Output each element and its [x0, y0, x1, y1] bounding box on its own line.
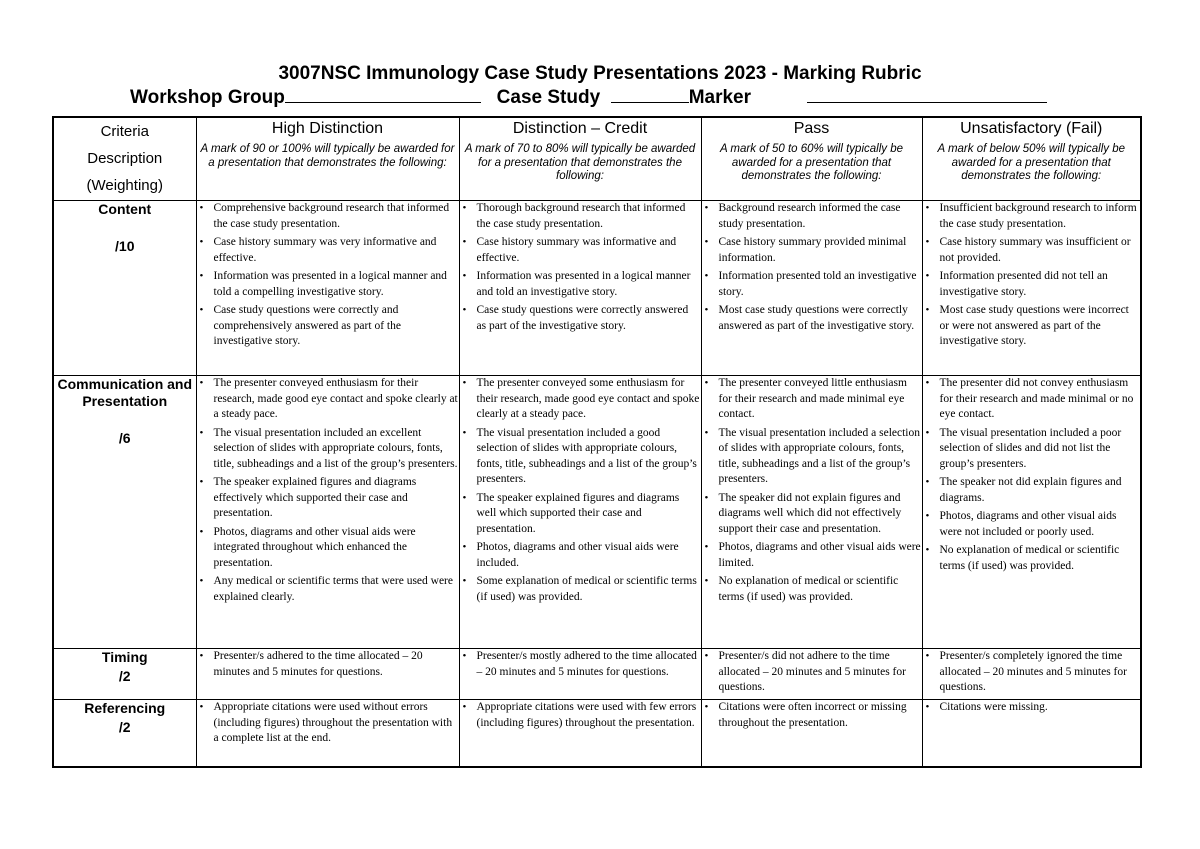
list-item: • Appropriate citations were used with few errors (including figures) throughout the presentation.	[477, 700, 701, 731]
descriptor-cell	[922, 376, 1141, 649]
criterion-name: Referencing	[84, 700, 166, 716]
level-title: Distinction – Credit	[512, 120, 648, 137]
list-item: • Presenter/s adhered to the time allocated – 20 minutes and 5 minutes for questions.	[214, 649, 459, 680]
list-item: • Photos, diagrams and other visual aids were included.	[477, 540, 701, 571]
level-header-pass	[701, 117, 922, 201]
list-item: • The presenter conveyed little enthusiasm for their research and made minimal eye contact.	[719, 376, 922, 423]
list-item: • The visual presentation included a good selection of slides with appropriate colours, fonts, title, subheadings and a list of the group’s presenters.	[477, 426, 701, 488]
list-item: • The speaker explained figures and diagrams well which supported their case and presentation.	[477, 491, 701, 538]
descriptor-cell	[922, 700, 1141, 768]
list-item: • The visual presentation included an excellent selection of slides with appropriate colours, fonts, title, subheadings and a list of the group’s presenters.	[214, 426, 459, 473]
list-item: • The visual presentation included a selection of slides with appropriate colours, fonts, title, subheadings and a list of the group’s presenters.	[719, 426, 922, 488]
list-item: • Case history summary was very informative and effective.	[214, 235, 459, 266]
descriptor-cell	[701, 201, 922, 376]
level-header-distinction-credit	[459, 117, 701, 201]
list-item: • Information was presented in a logical manner and told a compelling investigative story.	[214, 269, 459, 300]
marker-field[interactable]	[807, 86, 1047, 103]
list-item: • Appropriate citations were used without errors (including figures) throughout the presentation with a complete list at the end.	[214, 700, 459, 747]
level-description: A mark of 70 to 80% will typically be awarded for a presentation that demonstrates the following:	[464, 143, 696, 182]
marking-rubric-table	[52, 116, 1142, 768]
criterion-cell	[53, 201, 196, 376]
list-item: • Case history summary was insufficient or not provided.	[940, 235, 1141, 266]
descriptor-cell	[196, 700, 459, 768]
level-header-high-distinction	[196, 117, 459, 201]
list-item: • Information presented told an investigative story.	[719, 269, 922, 300]
criterion-weight: /2	[118, 719, 131, 735]
list-item: • Background research informed the case study presentation.	[719, 201, 922, 232]
workshop-group-label: Workshop Group	[130, 87, 285, 108]
rubric-row-communication	[53, 376, 1141, 649]
list-item: • Case history summary provided minimal information.	[719, 235, 922, 266]
descriptor-cell	[459, 201, 701, 376]
list-item: • Citations were missing.	[940, 700, 1141, 716]
criteria-header-line: Criteria	[100, 123, 149, 140]
list-item: • Photos, diagrams and other visual aids were limited.	[719, 540, 922, 571]
rubric-row-timing	[53, 649, 1141, 700]
descriptor-cell	[459, 700, 701, 768]
list-item: • Comprehensive background research that informed the case study presentation.	[214, 201, 459, 232]
criterion-cell	[53, 649, 196, 700]
descriptor-cell	[701, 649, 922, 700]
criterion-name: Timing	[101, 649, 148, 665]
workshop-group-field[interactable]	[285, 86, 481, 103]
descriptor-cell	[196, 201, 459, 376]
descriptor-cell	[196, 649, 459, 700]
header-fields	[130, 86, 1047, 109]
page-header	[0, 62, 1200, 86]
criterion-name: Communication and Presentation	[57, 376, 193, 409]
criterion-cell	[53, 700, 196, 768]
list-item: • No explanation of medical or scientific terms (if used) was provided.	[719, 574, 922, 605]
list-item: • The speaker not did explain figures and diagrams.	[940, 475, 1141, 506]
criterion-weight: /10	[115, 238, 135, 254]
rubric-header-row	[53, 117, 1141, 201]
descriptor-cell	[459, 649, 701, 700]
list-item: • Information was presented in a logical manner and told an investigative story.	[477, 269, 701, 300]
list-item: • The speaker explained figures and diagrams effectively which supported their case and presentation.	[214, 475, 459, 522]
list-item: • The presenter conveyed enthusiasm for their research, made good eye contact and spoke clearly at a steady pace.	[214, 376, 459, 423]
list-item: • Citations were often incorrect or missing throughout the presentation.	[719, 700, 922, 731]
list-item: • Photos, diagrams and other visual aids were not included or poorly used.	[940, 509, 1141, 540]
list-item: • Most case study questions were incorrect or were not answered as part of the investigative story.	[940, 303, 1141, 350]
level-header-fail	[922, 117, 1141, 201]
case-study-field[interactable]	[611, 86, 689, 103]
list-item: • Thorough background research that informed the case study presentation.	[477, 201, 701, 232]
criteria-header-line: Description	[87, 150, 163, 167]
level-title: Pass	[793, 120, 830, 137]
list-item: • Case study questions were correctly and comprehensively answered as part of the investigative story.	[214, 303, 459, 350]
criteria-header-line: (Weighting)	[86, 177, 163, 194]
descriptor-cell	[196, 376, 459, 649]
list-item: • Insufficient background research to inform the case study presentation.	[940, 201, 1141, 232]
list-item: • Most case study questions were correctly answered as part of the investigative story.	[719, 303, 922, 334]
page-title: 3007NSC Immunology Case Study Presentations 2023 - Marking Rubric	[278, 63, 922, 84]
level-description: A mark of 90 or 100% will typically be awarded for a presentation that demonstrates the following:	[200, 143, 455, 169]
criteria-header	[53, 117, 196, 201]
list-item: • The speaker did not explain figures and diagrams well which did not effectively support their case and presentation.	[719, 491, 922, 538]
list-item: • Presenter/s completely ignored the time allocated – 20 minutes and 5 minutes for questions.	[940, 649, 1141, 696]
list-item: • Presenter/s did not adhere to the time allocated – 20 minutes and 5 minutes for questions.	[719, 649, 922, 696]
list-item: • Information presented did not tell an investigative story.	[940, 269, 1141, 300]
descriptor-cell	[701, 700, 922, 768]
list-item: • Case history summary was informative and effective.	[477, 235, 701, 266]
criterion-name: Content	[98, 201, 152, 217]
criterion-weight: /6	[118, 430, 131, 446]
level-title: High Distinction	[271, 120, 384, 137]
list-item: • Presenter/s mostly adhered to the time allocated – 20 minutes and 5 minutes for questions.	[477, 649, 701, 680]
list-item: • The presenter did not convey enthusiasm for their research and made minimal or no eye contact.	[940, 376, 1141, 423]
rubric-row-referencing	[53, 700, 1141, 768]
level-title: Unsatisfactory (Fail)	[960, 120, 1103, 137]
descriptor-cell	[701, 376, 922, 649]
list-item: • Any medical or scientific terms that were used were explained clearly.	[214, 574, 459, 605]
level-description: A mark of 50 to 60% will typically be awarded for a presentation that demonstrates the following:	[719, 143, 903, 182]
list-item: • Photos, diagrams and other visual aids were integrated throughout which enhanced the presentation.	[214, 525, 459, 572]
level-description: A mark of below 50% will typically be awarded for a presentation that demonstrates the following:	[937, 143, 1125, 182]
rubric-row-content	[53, 201, 1141, 376]
criterion-cell	[53, 376, 196, 649]
descriptor-cell	[459, 376, 701, 649]
list-item: • The presenter conveyed some enthusiasm for their research, made good eye contact and spoke clearly at a steady pace.	[477, 376, 701, 423]
list-item: • Some explanation of medical or scientific terms (if used) was provided.	[477, 574, 701, 605]
list-item: • The visual presentation included a poor selection of slides and did not list the group’s presenters.	[940, 426, 1141, 473]
list-item: • Case study questions were correctly answered as part of the investigative story.	[477, 303, 701, 334]
descriptor-cell	[922, 649, 1141, 700]
list-item: • No explanation of medical or scientific terms (if used) was provided.	[940, 543, 1141, 574]
marker-label: Marker	[688, 87, 752, 108]
criterion-weight: /2	[118, 668, 131, 684]
case-study-label: Case Study	[496, 87, 601, 108]
descriptor-cell	[922, 201, 1141, 376]
